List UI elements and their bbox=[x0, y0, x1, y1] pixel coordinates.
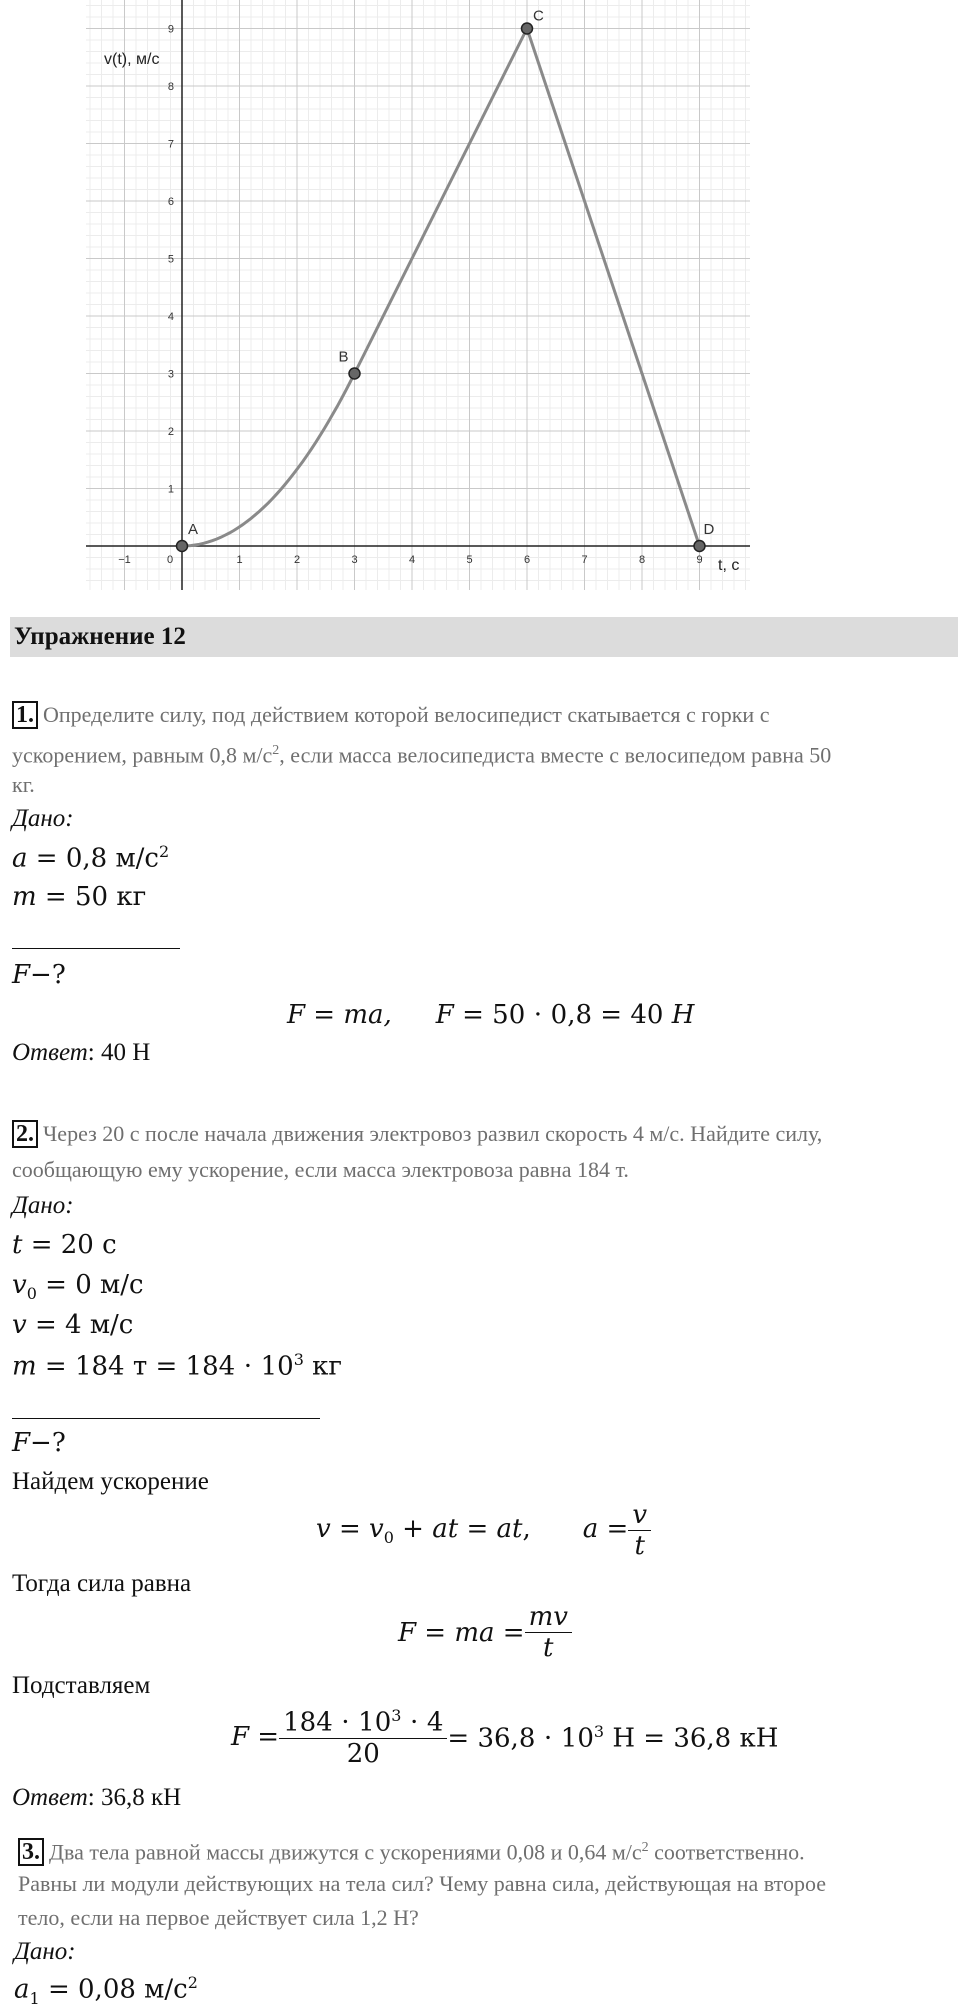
fa-at2: at bbox=[496, 1513, 523, 1544]
var-t: t bbox=[12, 1230, 23, 1260]
task1-number: 1. bbox=[12, 701, 38, 729]
y-axis-label: v(t), м/с bbox=[104, 51, 160, 68]
x-tick-label: 0 bbox=[166, 554, 174, 566]
answer-label2: Ответ bbox=[12, 1784, 88, 1811]
point-label-a: A bbox=[188, 521, 199, 538]
fb-F: F bbox=[398, 1617, 417, 1648]
velocity-time-graph bbox=[0, 0, 960, 600]
task1-find bbox=[12, 960, 66, 990]
x-tick-label: 2 bbox=[293, 554, 301, 566]
task3-given-label: Дано: bbox=[14, 1938, 76, 1965]
x-tick-label: 3 bbox=[351, 554, 358, 566]
task2-given-label: Дано: bbox=[12, 1192, 74, 1219]
fa-eq3: = bbox=[598, 1513, 629, 1544]
velocity-curve bbox=[182, 29, 700, 547]
fa-eq2: = bbox=[458, 1513, 497, 1544]
task1-condition-line3: кг. bbox=[12, 772, 35, 797]
answer-label: Ответ bbox=[12, 1039, 88, 1066]
var-v0: v bbox=[12, 1270, 27, 1300]
frac-top-sup: 3 bbox=[391, 1706, 402, 1725]
task2-number: 2. bbox=[12, 1120, 38, 1148]
point-label-d: D bbox=[703, 521, 715, 538]
x-tick-label: 1 bbox=[236, 554, 243, 566]
frac-t2: t bbox=[543, 1633, 554, 1663]
formula-ma: ma, bbox=[343, 1000, 392, 1030]
var-v0-sub: 0 bbox=[26, 1284, 37, 1304]
fc-eq: = bbox=[249, 1722, 280, 1753]
task1-given-m bbox=[12, 882, 146, 912]
frac-v: v bbox=[632, 1500, 648, 1530]
y-tick-label: 7 bbox=[167, 138, 174, 151]
point-b bbox=[349, 368, 360, 379]
task1-text-2sup: 2 bbox=[272, 743, 280, 758]
task2-answer bbox=[12, 1784, 181, 1812]
exercise-title: Упражнение 12 bbox=[14, 623, 186, 650]
minor-grid bbox=[86, 0, 750, 590]
x-tick-label: 9 bbox=[696, 554, 703, 566]
y-tick-label: 4 bbox=[167, 311, 174, 323]
task1-condition-line1 bbox=[12, 697, 769, 733]
find-var2: F bbox=[12, 1428, 31, 1458]
value-a-sup: 2 bbox=[159, 842, 170, 861]
task3-condition-line1 bbox=[18, 1830, 805, 1870]
value-m2-sup: 3 bbox=[293, 1350, 304, 1369]
find-rest2: −? bbox=[30, 1428, 66, 1458]
task3-text-1sup: 2 bbox=[641, 1840, 649, 1855]
y-tick-label: 6 bbox=[167, 196, 174, 208]
value-v0: = 0 м/с bbox=[36, 1270, 144, 1300]
fraction-numbers bbox=[279, 1706, 447, 1769]
task1-answer bbox=[12, 1039, 150, 1067]
frac-bot-20: 20 bbox=[346, 1738, 380, 1769]
task2-given-v0 bbox=[12, 1270, 144, 1303]
fb-eq2: = bbox=[494, 1617, 525, 1648]
task1-text-2b: , если масса велосипедиста вместе с велосипедом равна 50 bbox=[279, 742, 832, 768]
value-a1-sup: 2 bbox=[187, 1973, 198, 1992]
value-m2: = 184 т = 184 ⋅ 10 bbox=[36, 1351, 294, 1382]
task3-text-1a: Два тела равной массы движутся с ускорениями 0,08 и 0,64 м/с bbox=[49, 1839, 642, 1865]
var-a: a bbox=[12, 843, 28, 874]
major-grid bbox=[86, 0, 750, 600]
x-tick-label: 5 bbox=[466, 554, 473, 566]
task2-condition-line2: сообщающую ему ускорение, если масса электровоза равна 184 т. bbox=[12, 1157, 629, 1182]
var-v: v bbox=[12, 1310, 27, 1340]
find-var: F bbox=[12, 960, 31, 990]
y-tick-label: 5 bbox=[167, 253, 174, 266]
var-a1-sub: 1 bbox=[29, 1988, 40, 2008]
x-tick-label: 8 bbox=[638, 554, 646, 566]
fc-res-b: Н = 36,8 кН bbox=[604, 1723, 779, 1754]
value-v: = 4 м/с bbox=[26, 1310, 134, 1340]
y-tick-label: 8 bbox=[167, 81, 174, 93]
task1-formula: F = ma, F = 50 ⋅ 0,8 = 40 H bbox=[287, 1000, 695, 1030]
value-m2-unit: кг bbox=[303, 1351, 343, 1382]
x-axis-label: t, c bbox=[718, 557, 740, 574]
fc-F: F bbox=[231, 1722, 250, 1753]
task2-given-m bbox=[12, 1350, 342, 1382]
fa-v: v bbox=[316, 1513, 331, 1544]
frac-top-a: 184 ⋅ 10 bbox=[283, 1707, 392, 1738]
x-tick-label: 7 bbox=[581, 554, 588, 566]
formula-unit: H bbox=[671, 1000, 695, 1030]
value-a1: = 0,08 м/с bbox=[39, 1974, 188, 2005]
var-m: m bbox=[12, 882, 37, 912]
task2-find-accel: Найдем ускорение bbox=[12, 1468, 209, 1495]
frac-t: t bbox=[634, 1531, 645, 1561]
task2-given-divider bbox=[12, 1418, 320, 1419]
task1-given-a bbox=[12, 842, 169, 874]
task2-force-equals: Тогда сила равна bbox=[12, 1570, 192, 1597]
task1-given-label: Дано: bbox=[12, 805, 74, 832]
exercise-header bbox=[10, 617, 958, 657]
task2-given-v bbox=[12, 1310, 133, 1340]
task2-substitute: Подставляем bbox=[12, 1672, 151, 1699]
fa-at: at bbox=[432, 1513, 459, 1544]
task3-given-a1 bbox=[14, 1973, 198, 2008]
point-label-b: B bbox=[338, 348, 349, 366]
point-a bbox=[177, 541, 188, 552]
value-m: = 50 кг bbox=[36, 882, 147, 912]
y-tick-label: 2 bbox=[167, 426, 174, 438]
fa-v0: v bbox=[369, 1513, 384, 1544]
task1-given-divider bbox=[12, 948, 180, 949]
task2-find bbox=[12, 1428, 66, 1458]
fraction-v-t bbox=[628, 1500, 651, 1561]
task3-condition-line2: Равны ли модули действующих на тела сил? Чему равна сила, действующая на второе bbox=[18, 1871, 826, 1896]
find-rest: −? bbox=[30, 960, 66, 990]
fa-eq1: = bbox=[330, 1513, 370, 1544]
curve-points bbox=[177, 8, 715, 552]
y-tick-label: 9 bbox=[167, 23, 174, 36]
formula-calc: = 50 ⋅ 0,8 = 40 bbox=[453, 1000, 672, 1030]
answer-text: : 40 Н bbox=[87, 1039, 151, 1066]
var-a1: a bbox=[14, 1974, 30, 2005]
task3-condition-line3: тело, если на первое действует сила 1,2 Н? bbox=[18, 1905, 419, 1930]
frac-mv: mv bbox=[528, 1602, 568, 1632]
fc-res-sup: 3 bbox=[593, 1721, 605, 1741]
x-tick-label: −1 bbox=[118, 554, 131, 566]
x-tick-label: 6 bbox=[523, 554, 531, 566]
task3-number: 3. bbox=[18, 1838, 44, 1866]
task1-text-2a: ускорением, равным 0,8 м/с bbox=[12, 742, 273, 768]
var-m2: m bbox=[12, 1351, 37, 1382]
task2-given-t bbox=[12, 1230, 117, 1260]
fa-a: a bbox=[582, 1513, 599, 1544]
value-t: = 20 с bbox=[22, 1230, 117, 1260]
fa-plus: + bbox=[393, 1513, 433, 1544]
x-tick-label: 4 bbox=[408, 554, 416, 566]
fraction-mv-t bbox=[525, 1602, 572, 1663]
value-a: = 0,8 м/с bbox=[27, 843, 159, 874]
fb-eq: = bbox=[416, 1617, 455, 1648]
fa-v0-sub: 0 bbox=[383, 1528, 394, 1548]
fb-ma: ma bbox=[454, 1617, 495, 1648]
y-tick-label: 1 bbox=[167, 483, 174, 496]
task2-formula-result bbox=[231, 1706, 778, 1769]
y-tick-label: 3 bbox=[167, 368, 174, 381]
task2-condition-line1 bbox=[12, 1116, 822, 1152]
task2-formula-force bbox=[398, 1602, 572, 1663]
fc-res-a: = 36,8 ⋅ 10 bbox=[447, 1723, 594, 1754]
task2-text-1: Через 20 с после начала движения электровоз развил скорость 4 м/с. Найдите силу, bbox=[43, 1121, 823, 1146]
fa-comma: , bbox=[522, 1513, 531, 1544]
frac-top-b: ⋅ 4 bbox=[401, 1707, 444, 1738]
axes bbox=[86, 0, 750, 590]
point-c bbox=[522, 23, 533, 34]
point-d bbox=[694, 541, 705, 552]
task1-text-1: Определите силу, под действием которой велосипедист скатывается с горки с bbox=[43, 702, 770, 727]
point-label-c: C bbox=[533, 7, 544, 25]
task3-text-1b: соответственно. bbox=[648, 1839, 805, 1865]
task1-condition-line2 bbox=[12, 733, 831, 773]
task2-formula-accel bbox=[316, 1500, 651, 1561]
answer-text2: : 36,8 кН bbox=[87, 1784, 182, 1811]
